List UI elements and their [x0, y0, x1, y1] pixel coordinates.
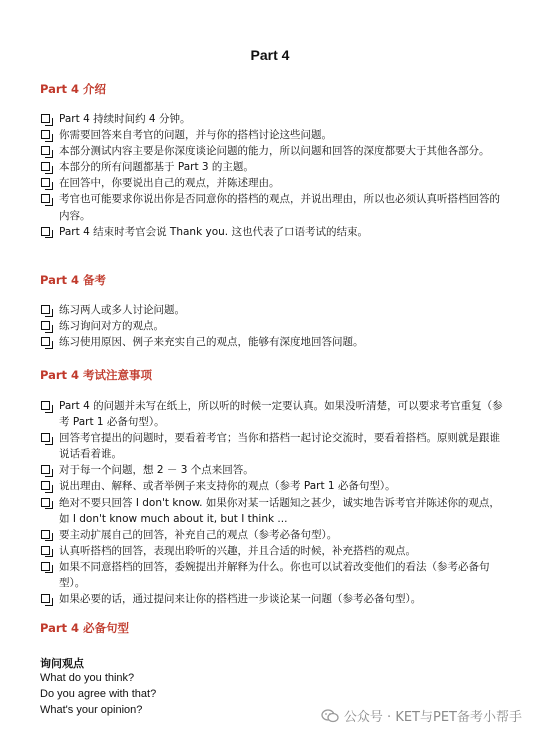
watermark-text: 公众号 · KET与PET备考小帮手 — [343, 710, 522, 725]
list-item-text: 在回答中，你要说出自己的观点，并陈述理由。 — [59, 177, 280, 190]
list-item — [40, 430, 510, 462]
list-item — [40, 318, 510, 334]
square-box-icon — [41, 594, 50, 603]
list-item — [40, 398, 510, 430]
square-box-icon — [41, 305, 50, 314]
phrase-line: What do you think? — [40, 672, 135, 684]
page-title: Part 4 — [250, 47, 290, 63]
list-item-text: 回答考官提出的问题时，要看着考官；当你和搭档一起讨论交流时，要看着搭档。原则就是跟谁说话看着谁。 — [59, 432, 500, 461]
section-list-notes — [40, 398, 510, 607]
list-item — [40, 559, 510, 591]
list-item — [40, 143, 510, 159]
phrases-list — [40, 670, 156, 718]
list-item-text: 如果必要的话，通过提问来让你的搭档进一步谈论某一问题（参考必备句型）。 — [59, 593, 422, 606]
square-box-icon — [41, 498, 50, 507]
square-box-icon — [41, 146, 50, 155]
section-heading-notes: Part 4 考试注意事项 — [40, 368, 153, 382]
list-item-text: 你需要回答来自考官的问题，并与你的搭档讨论这些问题。 — [59, 129, 332, 142]
square-box-icon — [41, 530, 50, 539]
list-item-text: 对于每一个问题，想 2 － 3 个点来回答。 — [59, 464, 254, 477]
list-item-text: 练习使用原因、例子来充实自己的观点，能够有深度地回答问题。 — [59, 336, 364, 349]
list-item-text: 绝对不要只回答 I don't know. 如果你对某一话题知之甚少，诚实地告诉考官并陈述你的观点，如 I don't know much about it, but I think ... — [59, 496, 500, 525]
square-box-icon — [41, 433, 50, 442]
section-list-preparation — [40, 302, 510, 350]
list-item — [40, 175, 510, 191]
square-box-icon — [41, 321, 50, 330]
square-box-icon — [41, 481, 50, 490]
list-item-text: Part 4 的问题并未写在纸上，所以听的时候一定要认真。如果没听清楚，可以要求考官重复（参考 Part 1 必备句型）。 — [59, 400, 503, 429]
phrase-line: What's your opinion? — [40, 704, 143, 716]
watermark — [321, 706, 522, 725]
square-box-icon — [41, 465, 50, 474]
list-item — [40, 478, 510, 494]
square-box-icon — [41, 178, 50, 187]
phrase-line: Do you agree with that? — [40, 688, 157, 700]
list-item-text: 说出理由、解释、或者举例子来支持你的观点（参考 Part 1 必备句型）。 — [59, 480, 396, 493]
square-box-icon — [41, 162, 50, 171]
section-heading-preparation: Part 4 备考 — [40, 273, 107, 287]
list-item — [40, 159, 510, 175]
list-item — [40, 127, 510, 143]
square-box-icon — [41, 130, 50, 139]
list-item — [40, 191, 510, 223]
square-box-icon — [41, 401, 50, 410]
list-item — [40, 591, 510, 607]
list-item — [40, 495, 510, 527]
list-item-text: 练习询问对方的观点。 — [59, 320, 164, 333]
list-item — [40, 462, 510, 478]
section-heading-key-phrases: Part 4 必备句型 — [40, 621, 130, 635]
list-item-text: 本部分的所有问题都基于 Part 3 的主题。 — [59, 161, 254, 174]
square-box-icon — [41, 546, 50, 555]
list-item-text: 练习两人或多人讨论问题。 — [59, 304, 185, 316]
list-item-text: 考官也可能要求你说出你是否同意你的搭档的观点，并说出理由，所以也必须认真听搭档回答的内容。 — [59, 193, 500, 222]
square-box-icon — [41, 562, 50, 571]
wechat-icon — [321, 709, 339, 723]
section-heading-intro: Part 4 介绍 — [40, 82, 107, 96]
section-list-intro — [40, 111, 510, 240]
list-item — [40, 302, 510, 318]
list-item — [40, 111, 510, 127]
square-box-icon — [41, 194, 50, 203]
phrases-subheading: 询问观点 — [40, 657, 84, 670]
list-item — [40, 224, 510, 240]
list-item-text: Part 4 结束时考官会说 Thank you. 这也代表了口语考试的结束。 — [59, 225, 368, 238]
list-item-text: 如果不同意搭档的回答，委婉提出并解释为什么。你也可以试着改变他们的看法（参考必备句型）。 — [59, 560, 490, 590]
list-item-text: 要主动扩展自己的回答，补充自己的观点（参考必备句型）。 — [59, 528, 338, 541]
list-item-text: Part 4 持续时间约 4 分钟。 — [59, 113, 191, 125]
list-item — [40, 543, 510, 559]
list-item — [40, 334, 510, 350]
square-box-icon — [41, 337, 50, 346]
square-box-icon — [41, 227, 50, 236]
list-item — [40, 527, 510, 543]
square-box-icon — [41, 114, 50, 123]
list-item-text: 本部分测试内容主要是你深度谈论问题的能力，所以问题和回答的深度都要大于其他各部分。 — [59, 145, 490, 158]
list-item-text: 认真听搭档的回答，表现出聆听的兴趣，并且合适的时候，补充搭档的观点。 — [59, 544, 416, 557]
